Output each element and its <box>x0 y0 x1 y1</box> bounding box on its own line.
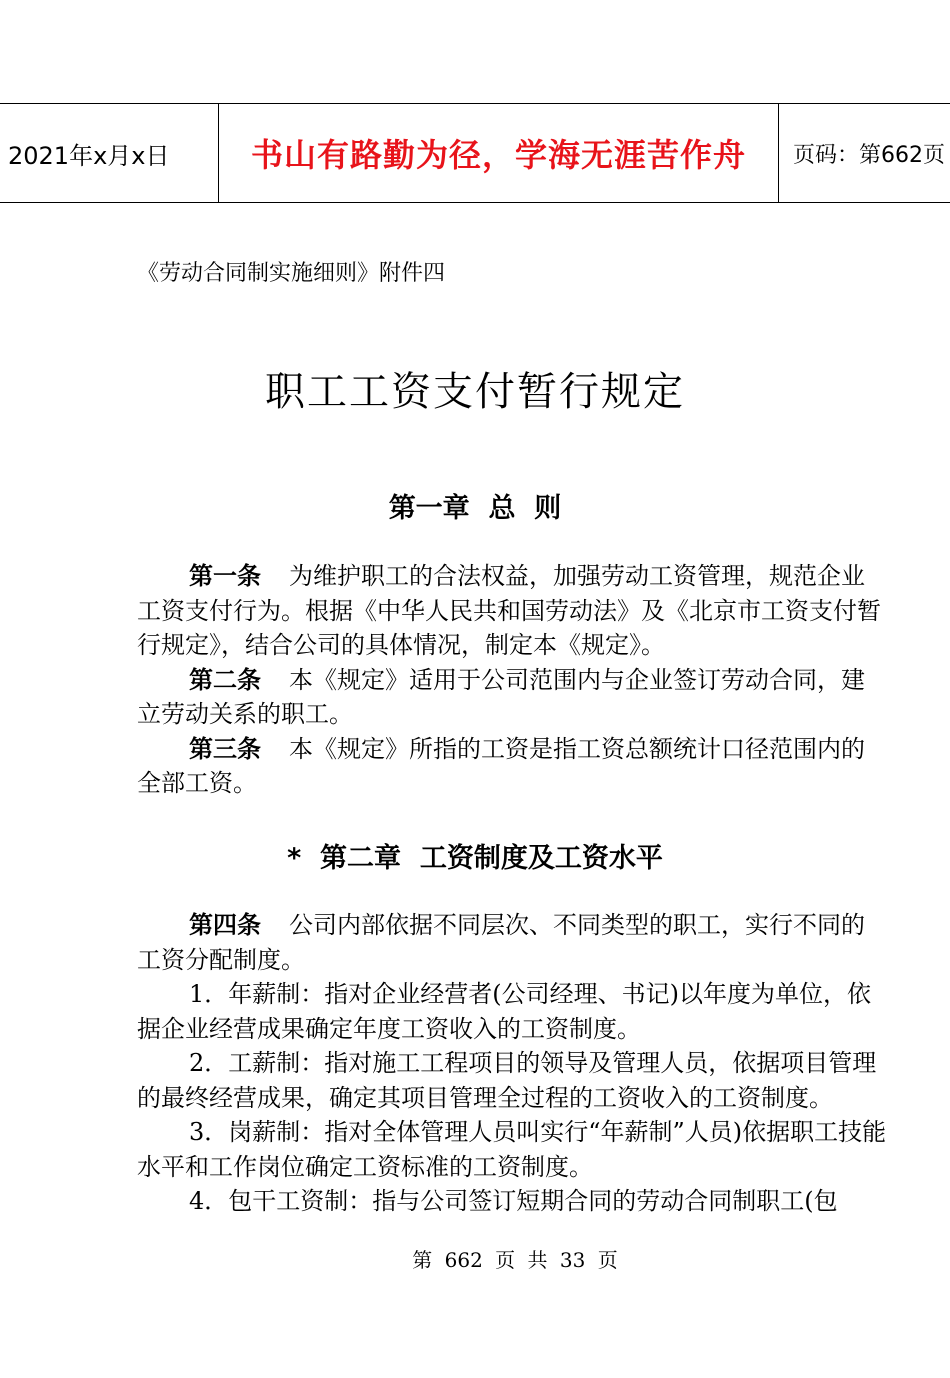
article-label: 第四条 <box>189 911 261 939</box>
article-1 <box>137 559 887 663</box>
header-page-number: 页码：第662页 <box>793 142 945 168</box>
list-item: 4．包干工资制：指与公司签订短期合同的劳动合同制职工(包 <box>189 1187 838 1215</box>
chapter-1-body <box>137 559 887 801</box>
chapter-2-heading: * 第二章 工资制度及工资水平 <box>287 843 663 874</box>
article-label: 第二条 <box>189 665 261 694</box>
header-table <box>0 103 950 203</box>
article-label: 第三条 <box>189 734 261 763</box>
article-label: 第一条 <box>189 562 261 590</box>
article-text: 本《规定》适用于公司范围内与企业签订劳动合同，建立劳动关系的职工。 <box>137 665 865 728</box>
page-footer: 第 662 页 共 33 页 <box>412 1248 618 1272</box>
list-item: 3．岗薪制：指对全体管理人员叫实行“年薪制”人员)依据职工技能水平和工作岗位确定工资标准的工资制度。 <box>137 1118 887 1181</box>
header-motto: 书山有路勤为径，学海无涯苦作舟 <box>219 104 779 202</box>
list-item: 2．工薪制：指对施工工程项目的领导及管理人员，依据项目管理的最终经营成果，确定其项目管理全过程的工资收入的工资制度。 <box>137 1049 877 1112</box>
chapter-2-body <box>137 908 887 1219</box>
article-text: 为维护职工的合法权益，加强劳动工资管理，规范企业工资支付行为。根据《中华人民共和国劳动法》及《北京市工资支付暂行规定》，结合公司的具体情况，制定本《规定》。 <box>137 562 881 659</box>
document-title: 职工工资支付暂行规定 <box>265 369 685 415</box>
chapter-1-heading: 第一章 总 则 <box>388 493 562 524</box>
article-text: 公司内部依据不同层次、不同类型的职工，实行不同的工资分配制度。 <box>137 911 865 974</box>
article-3 <box>137 732 887 801</box>
attachment-label: 《劳动合同制实施细则》附件四 <box>137 261 446 286</box>
article-text: 本《规定》所指的工资是指工资总额统计口径范围内的全部工资。 <box>137 734 865 797</box>
article-4 <box>137 908 887 977</box>
header-date: 2021年x月x日 <box>0 104 219 202</box>
article-2 <box>137 663 887 732</box>
list-item: 1．年薪制：指对企业经营者(公司经理、书记)以年度为单位，依据企业经营成果确定年度工资收入的工资制度。 <box>137 980 871 1043</box>
